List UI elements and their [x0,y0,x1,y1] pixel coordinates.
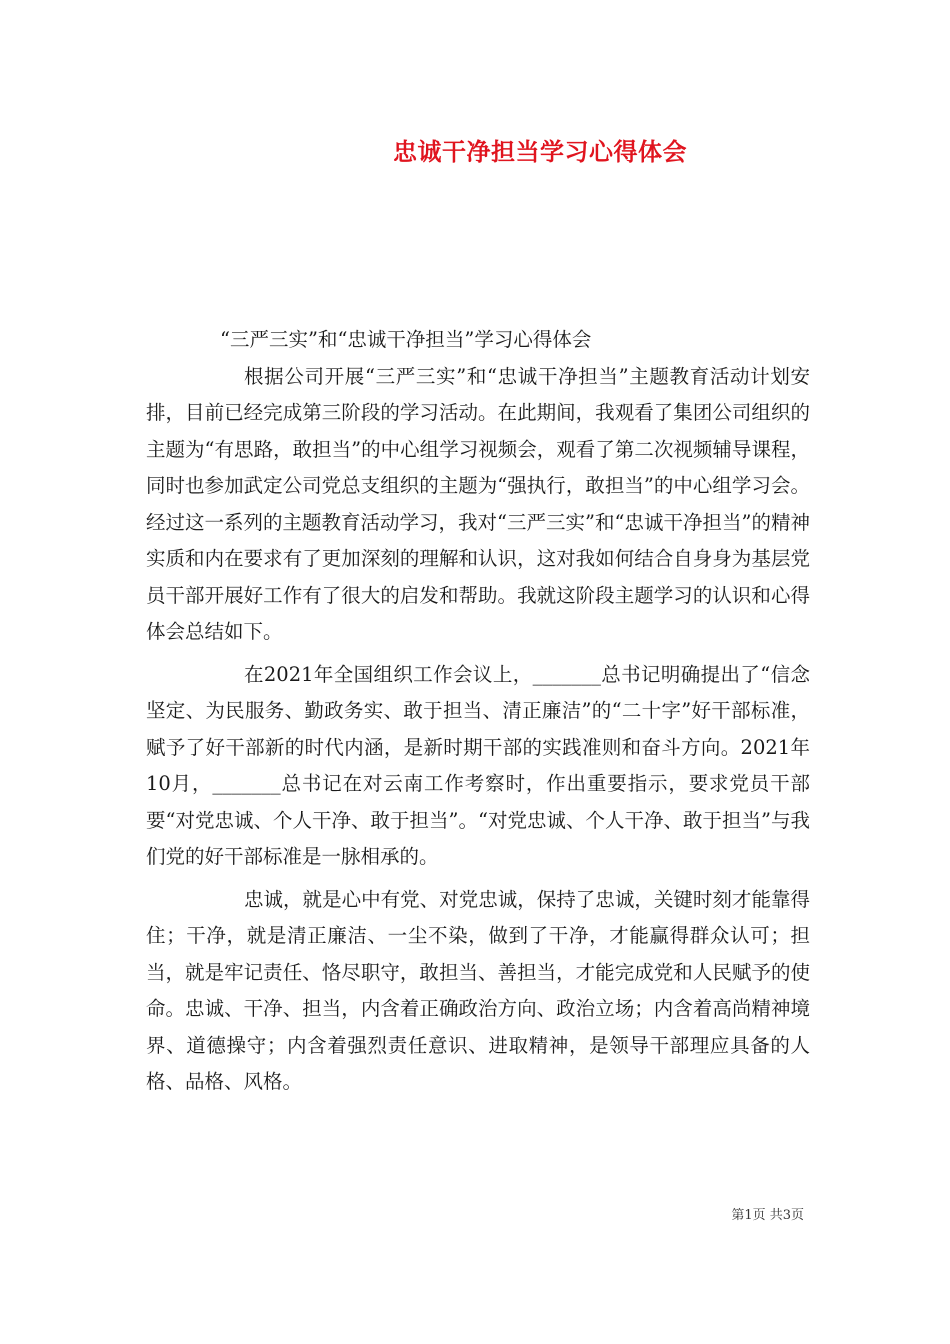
paragraph-3: 忠诚，就是心中有党、对党忠诚，保持了忠诚，关键时刻才能靠得住；干净，就是清正廉洁、一尘不染，做到了干净，才能赢得群众认可；担当，就是牢记责任、恪尽职守，敢担当、善担当，才能完成党和人民赋予的使命。忠诚、干净、担当，内含着正确政治方向、政治立场；内含着高尚精神境界、道德操守；内含着强烈责任意识、进取精神，是领导干部理应具备的人格、品格、风格。 [146,887,810,1093]
paragraph-2: 在2021年全国组织工作会议上，_______总书记明确提出了“信念坚定、为民服务、勤政务实、敢于担当、清正廉洁”的“二十字”好干部标准，赋予了好干部新的时代内涵，是新时期干部的实践准则和奋斗方向。2021年10月，_______总书记在对云南工作考察时，作出重要指示，要求党员干部要“对党忠诚、个人干净、敢于担当”。“对党忠诚、个人干净、敢于担当”与我们党的好干部标准是一脉相承的。 [146,662,810,868]
document-body [146,322,810,1101]
document-subtitle: “三严三实”和“忠诚干净担当”学习心得体会 [220,328,592,351]
paragraph-1: 根据公司开展“三严三实”和“忠诚干净担当”主题教育活动计划安排，目前已经完成第三阶段的学习活动。在此期间，我观看了集团公司组织的主题为“有思路，敢担当”的中心组学习视频会，观看了第二次视频辅导课程，同时也参加武定公司党总支组织的主题为“强执行，敢担当”的中心组学习会。经过这一系列的主题教育活动学习，我对“三严三实”和“忠诚干净担当”的精神实质和内在要求有了更加深刻的理解和认识，这对我如何结合自身身为基层党员干部开展好工作有了很大的启发和帮助。我就这阶段主题学习的认识和心得体会总结如下。 [146,364,810,643]
page-number: 第1页 共3页 [731,1208,804,1223]
document-title: 忠诚干净担当学习心得体会 [393,137,687,166]
